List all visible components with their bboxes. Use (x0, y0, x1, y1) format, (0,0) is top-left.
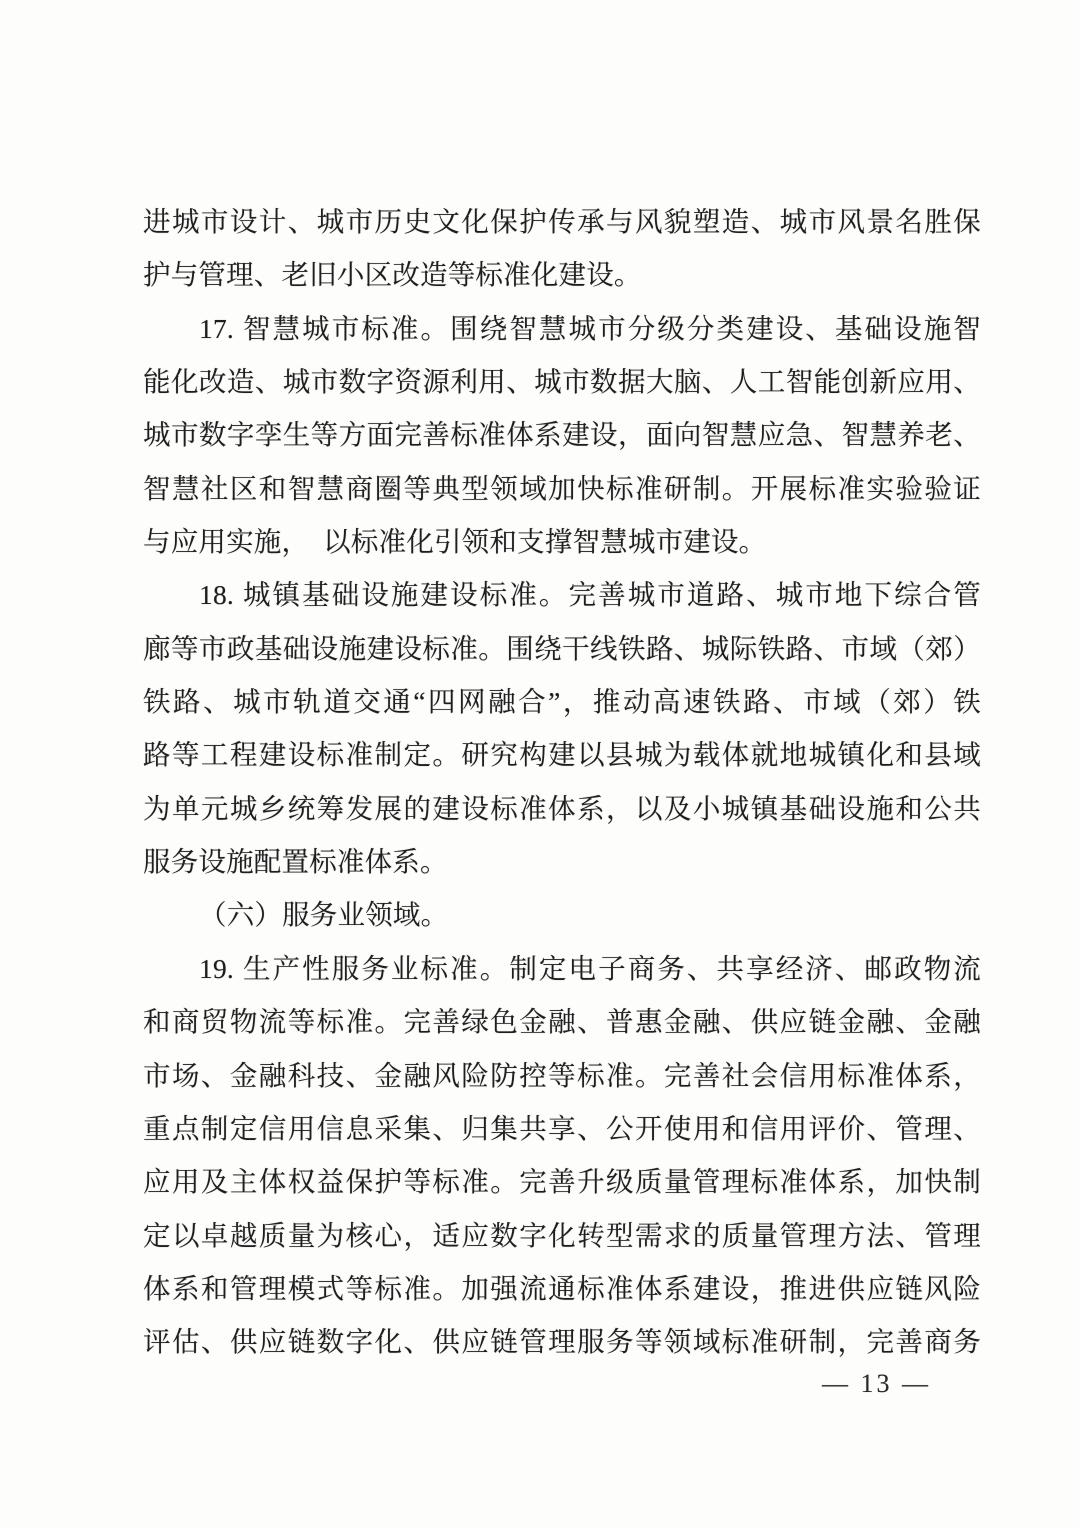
page-number: — 13 — (822, 1369, 931, 1398)
text-line: 市场、金融科技、金融风险防控等标准。完善社会信用标准体系， (143, 1059, 981, 1091)
text-line: 体系和管理模式等标准。加强流通标准体系建设，推进供应链风险 (143, 1272, 981, 1304)
text-line: 廊等市政基础设施建设标准。围绕干线铁路、城际铁路、市域（郊） (143, 632, 981, 664)
text-line: 路等工程建设标准制定。研究构建以县城为载体就地城镇化和县域 (143, 739, 981, 771)
text-line: 城市数字孪生等方面完善标准体系建设，面向智慧应急、智慧养老、 (143, 419, 981, 451)
text-line: 智慧社区和智慧商圈等典型领域加快标准研制。开展标准实验验证 (143, 472, 981, 504)
text-line: 18. 城镇基础设施建设标准。完善城市道路、城市地下综合管 (199, 579, 981, 611)
text-line: 铁路、城市轨道交通“四网融合”，推动高速铁路、市域（郊）铁 (143, 686, 981, 718)
text-line: 17. 智慧城市标准。围绕智慧城市分级分类建设、基础设施智 (199, 312, 981, 344)
text-line: 与应用实施， 以标准化引领和支撑智慧城市建设。 (143, 526, 767, 558)
text-line: （六）服务业领域。 (199, 899, 449, 931)
text-line: 为单元城乡统筹发展的建设标准体系，以及小城镇基础设施和公共 (143, 792, 981, 824)
text-line: 和商贸物流等标准。完善绿色金融、普惠金融、供应链金融、金融 (143, 1006, 981, 1038)
text-line: 19. 生产性服务业标准。制定电子商务、共享经济、邮政物流 (199, 952, 981, 984)
text-line: 定以卓越质量为核心，适应数字化转型需求的质量管理方法、管理 (143, 1219, 981, 1251)
text-line: 进城市设计、城市历史文化保护传承与风貌塑造、城市风景名胜保 (143, 206, 981, 237)
text-line: 能化改造、城市数字资源利用、城市数据大脑、人工智能创新应用、 (143, 366, 981, 398)
text-line: 评估、供应链数字化、供应链管理服务等领域标准研制，完善商务 (143, 1326, 981, 1358)
text-line: 服务设施配置标准体系。 (143, 846, 448, 878)
text-line: 重点制定信用信息采集、归集共享、公开使用和信用评价、管理、 (143, 1112, 981, 1144)
text-line: 应用及主体权益保护等标准。完善升级质量管理标准体系，加快制 (143, 1166, 981, 1198)
document-body-text (143, 195, 981, 1369)
text-line: 护与管理、老旧小区改造等标准化建设。 (143, 259, 642, 291)
